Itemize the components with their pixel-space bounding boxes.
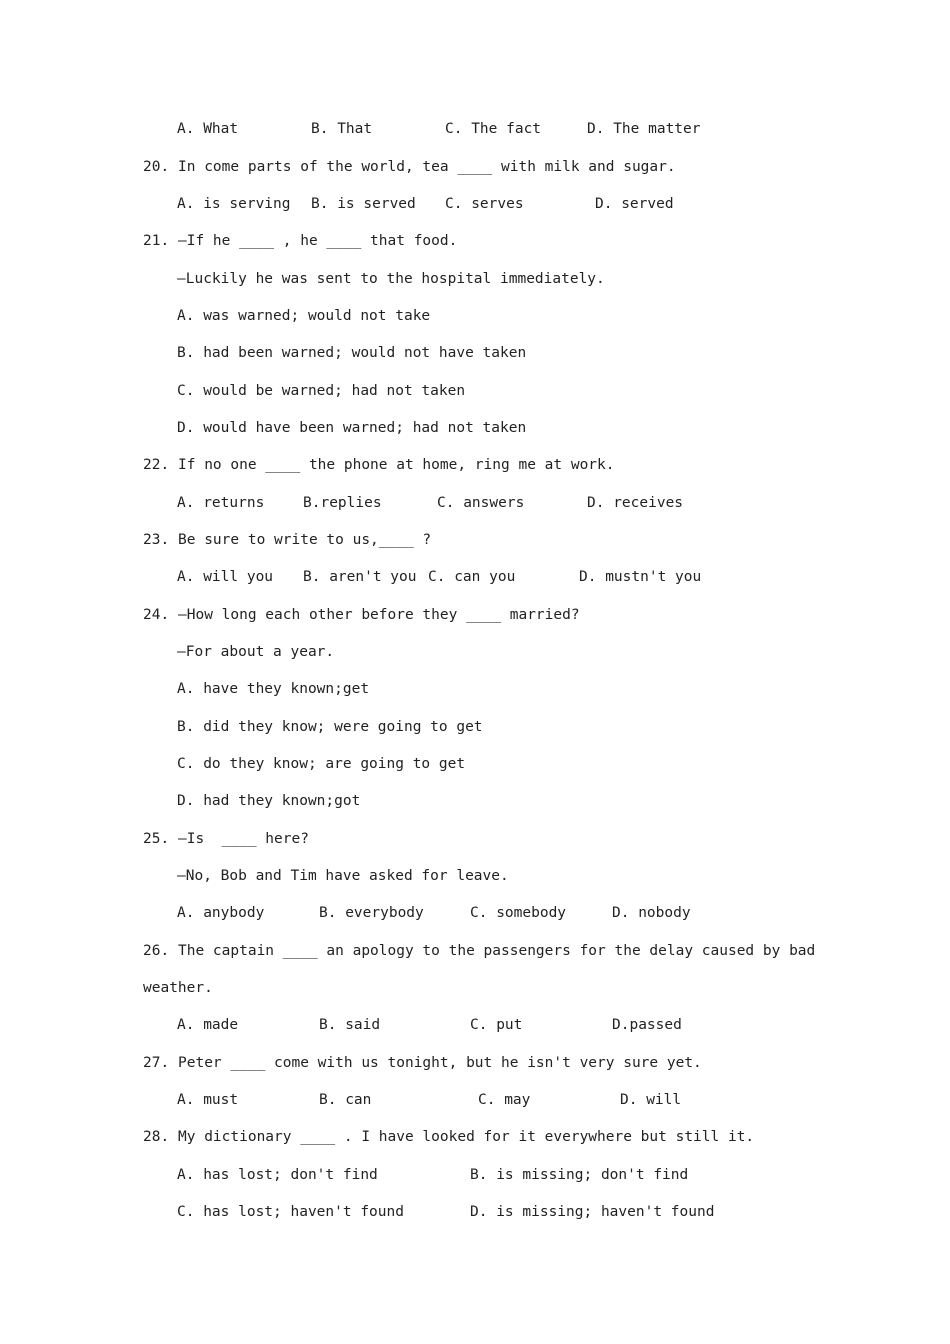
question-24-reply: —For about a year. [177,644,335,660]
option-d: D. nobody [612,905,691,921]
option-a: A. will you [177,569,274,585]
option-c: C. The fact [445,121,542,137]
option-b: B. said [319,1017,381,1033]
option-a: A. is serving [177,196,291,212]
question-22-stem [143,455,615,475]
option-d: D. receives [587,495,684,511]
question-24-stem [143,605,580,625]
question-text: If no one ____ the phone at home, ring me at work. [178,457,615,473]
option-c: C. can you [428,569,516,585]
question-26-stem-cont: weather. [143,980,213,996]
question-number: 26. [143,943,170,959]
option-a: A. must [177,1092,239,1108]
question-text: My dictionary ____ . I have looked for it everywhere but still it. [178,1129,755,1145]
option-d: D.passed [612,1017,682,1033]
question-28-stem [143,1127,754,1147]
question-27-stem [143,1053,702,1073]
option-b: B. aren't you [303,569,417,585]
option-a: A. made [177,1017,239,1033]
question-text: The captain ____ an apology to the passengers for the delay caused by bad [178,943,816,959]
option-b: B. everybody [319,905,424,921]
option-b: B. is missing; don't find [470,1167,689,1183]
option-c: C. serves [445,196,524,212]
option-d: D. had they known;got [177,793,361,809]
option-a: A. was warned; would not take [177,308,431,324]
question-text: Be sure to write to us,____ ? [178,532,432,548]
question-text: Peter ____ come with us tonight, but he isn't very sure yet. [178,1055,702,1071]
option-c: C. has lost; haven't found [177,1204,404,1220]
question-number: 28. [143,1129,170,1145]
option-b: B. can [319,1092,372,1108]
question-number: 20. [143,159,170,175]
option-d: D. will [620,1092,682,1108]
option-d: D. The matter [587,121,701,137]
question-text: In come parts of the world, tea ____ with milk and sugar. [178,159,676,175]
option-c: C. may [478,1092,531,1108]
option-b: B. had been warned; would not have taken [177,345,527,361]
question-number: 24. [143,607,170,623]
option-a: A. What [177,121,239,137]
option-d: D. served [595,196,674,212]
option-d: D. mustn't you [579,569,702,585]
option-d: D. would have been warned; had not taken [177,420,527,436]
option-c: C. put [470,1017,523,1033]
question-20-stem [143,157,676,177]
option-a: A. anybody [177,905,265,921]
option-c: C. answers [437,495,525,511]
option-c: C. do they know; are going to get [177,756,466,772]
question-text: —If he ____ , he ____ that food. [178,233,458,249]
option-b: B. That [311,121,373,137]
question-number: 23. [143,532,170,548]
question-number: 25. [143,831,170,847]
question-26-stem [143,941,815,961]
question-25-stem [143,829,309,849]
question-number: 22. [143,457,170,473]
option-b: B. did they know; were going to get [177,719,483,735]
option-c: C. somebody [470,905,567,921]
option-c: C. would be warned; had not taken [177,383,466,399]
question-number: 21. [143,233,170,249]
question-23-stem [143,530,431,550]
question-text: —How long each other before they ____ married? [178,607,580,623]
question-number: 27. [143,1055,170,1071]
option-b: B.replies [303,495,382,511]
option-d: D. is missing; haven't found [470,1204,715,1220]
option-a: A. have they known;get [177,681,370,697]
option-a: A. returns [177,495,265,511]
question-21-reply: —Luckily he was sent to the hospital immediately. [177,271,605,287]
question-text: —Is ____ here? [178,831,309,847]
option-a: A. has lost; don't find [177,1167,378,1183]
question-21-stem [143,231,457,251]
question-25-reply: —No, Bob and Tim have asked for leave. [177,868,509,884]
option-b: B. is served [311,196,416,212]
